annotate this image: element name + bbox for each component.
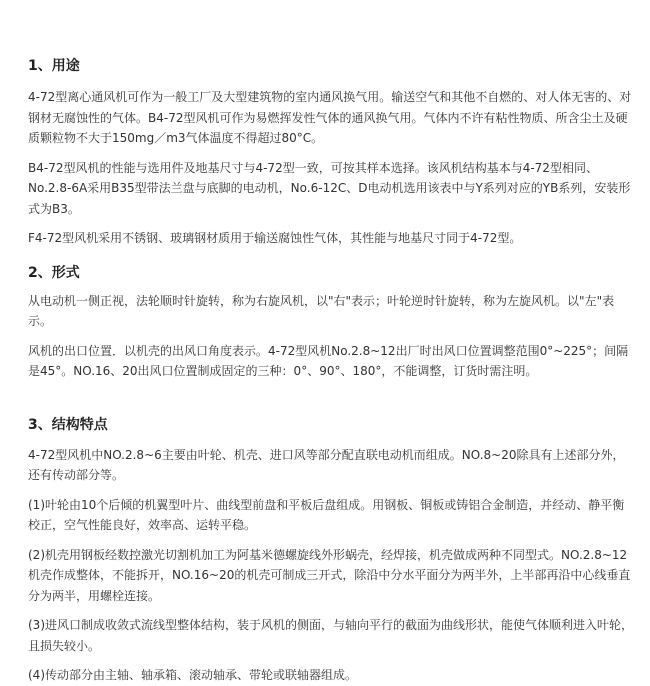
- paragraph: 从电动机一侧正视，法轮顺时针旋转，称为右旋风机，以"右"表示；叶轮逆时针旋转，称为左旋风机。以"左"表示。: [28, 293, 615, 328]
- paragraph: F4-72型风机采用不锈钢、玻璃钢材质用于输送腐蚀性气体，其性能与地基尺寸同于4-72型。: [28, 231, 522, 245]
- paragraph: 4-72型离心通风机可作为一般工厂及大型建筑物的室内通风换气用。输送空气和其他不自燃的、对人体无害的、对钢材无腐蚀性的气体。B4-72型风机可作为易燃挥发性气体的通风换气用。气体内不许有粘性物质、所含尘土及硬质颗粒物不大于150mg／m3气体温度不得超过80°C。: [28, 90, 632, 145]
- section-heading-usage: 1、用途: [28, 58, 80, 74]
- paragraph: B4-72型风机的性能与选用件及地基尺寸与4-72型一致，可按其样本选择。该风机结构基本与4-72型相同、No.2.8-6A采用B35型带法兰盘与底脚的电动机，No.6-12C、D电动机选用该表中与Y系列对应的YB系列，安装形式为B3。: [28, 160, 631, 216]
- paragraph: 风机的出口位置．以机壳的出风口角度表示。4-72型风机No.2.8~12出厂时出风口位置调整范围0°~225°；间隔是45°。NO.16、20出风口位置制成固定的三种：0°、90°、180°，不能调整，订货时需注明。: [28, 343, 629, 378]
- paragraph: (1)叶轮由10个后倾的机翼型叶片、曲线型前盘和平板后盘组成。用钢板、铜板或铸铝合金制造，并经动、静平衡校正，空气性能良好，效率高、运转平稳。: [28, 497, 625, 532]
- section-heading-structure: 3、结构特点: [28, 416, 108, 433]
- paragraph: (2)机壳用钢板经数控激光切割机加工为阿基米德螺旋线外形蜗壳，经焊接，机壳做成两种不同型式。NO.2.8~12机壳作成整体，不能拆开，NO.16~20的机壳可制成三开式，除沿中分水平面分为两半外，上半部再沿中心线垂直分为两半，用螺栓连接。: [28, 547, 631, 603]
- document-body: [28, 56, 634, 686]
- paragraph: 4-72型风机中NO.2.8~6主要由叶轮、机壳、进口风等部分配直联电动机而组成。NO.8~20除具有上述部分外，还有传动部分等。: [28, 447, 625, 482]
- paragraph: (4)传动部分由主轴、轴承箱、滚动轴承、带轮或联轴器组成。: [28, 668, 358, 682]
- paragraph: (3)进风口制成收敛式流线型整体结构，装于风机的侧面，与轴向平行的截面为曲线形状，能使气体顺利进入叶轮，且损失较小。: [28, 618, 634, 653]
- section-heading-form: 2、形式: [28, 264, 80, 281]
